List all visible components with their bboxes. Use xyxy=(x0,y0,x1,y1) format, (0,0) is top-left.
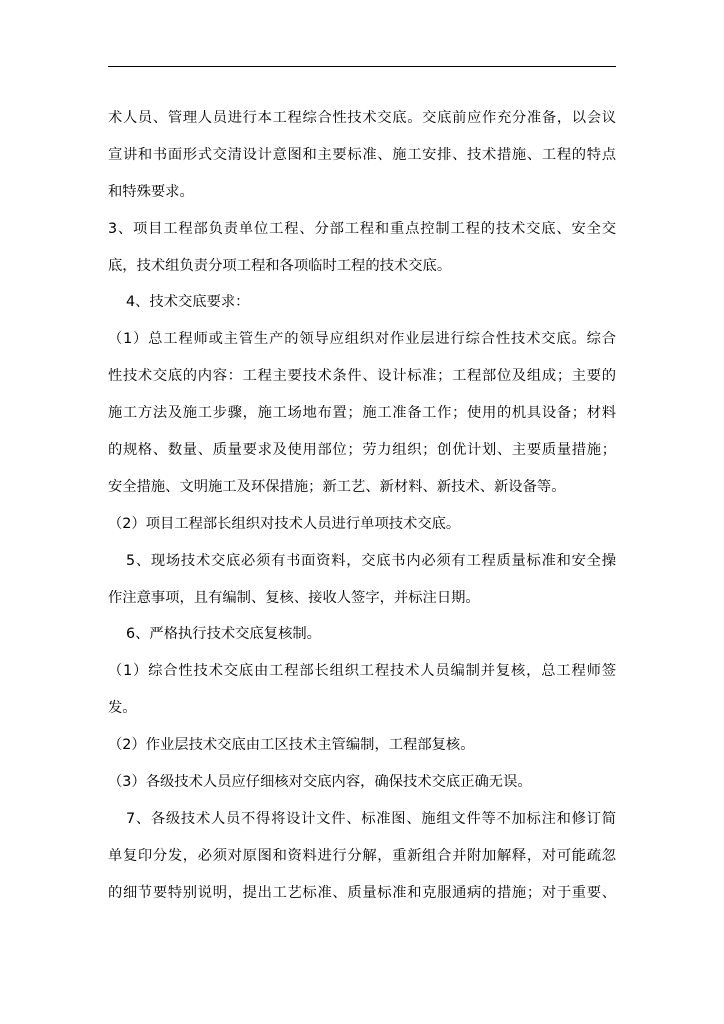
document-body xyxy=(108,100,616,912)
section-heading: 6、严格执行技术交底复核制。 xyxy=(126,626,321,643)
text-line: （2）作业层技术交底由工区技术主管编制，工程部复核。 xyxy=(108,737,475,754)
text-line: 术人员、管理人员进行本工程综合性技术交底。交底前应作充分准备，以会议 xyxy=(108,110,616,126)
text-line: （2）项目工程部长组织对技术人员进行单项技术交底。 xyxy=(108,515,461,532)
text-line: 施工方法及施工步骤，施工场地布置；施工准备工作；使用的机具设备；材料 xyxy=(108,405,616,422)
text-line: 安全措施、文明施工及环保措施；新工艺、新材料、新技术、新设备等。 xyxy=(108,478,566,495)
text-line: （1）总工程师或主管生产的领导应组织对作业层进行综合性技术交底。综合 xyxy=(108,331,616,348)
text-line: 和特殊要求。 xyxy=(108,183,194,200)
text-line: 7、各级技术人员不得将设计文件、标准图、施组文件等不加标注和修订简 xyxy=(126,810,616,827)
text-line: 作注意事项，且有编制、复核、接收人签字，并标注日期。 xyxy=(108,589,480,606)
header-rule xyxy=(108,66,616,67)
text-line: 单复印分发，必须对原图和资料进行分解，重新组合并附加解释，对可能疏忽 xyxy=(108,847,616,864)
text-line: 的细节要特别说明，提出工艺标准、质量标准和克服通病的措施；对于重要、 xyxy=(108,884,616,901)
text-line: 3、项目工程部负责单位工程、分部工程和重点控制工程的技术交底、安全交 xyxy=(108,220,616,237)
text-line: 性技术交底的内容：工程主要技术条件、设计标准；工程部位及组成；主要的 xyxy=(108,368,616,385)
text-line: 宣讲和书面形式交清设计意图和主要标准、施工安排、技术措施、工程的特点 xyxy=(108,146,616,163)
text-line: 发。 xyxy=(108,700,137,717)
text-line: 的规格、数量、质量要求及使用部位；劳力组织；创优计划、主要质量措施； xyxy=(108,442,616,459)
section-heading: 4、技术交底要求： xyxy=(126,294,250,311)
text-line: 5、现场技术交底必须有书面资料，交底书内必须有工程质量标准和安全操 xyxy=(126,552,616,569)
text-line: （1）综合性技术交底由工程部长组织工程技术人员编制并复核，总工程师签 xyxy=(108,663,616,680)
text-line: 底，技术组负责分项工程和各项临时工程的技术交底。 xyxy=(108,257,452,274)
text-line: （3）各级技术人员应仔细核对交底内容，确保技术交底正确无误。 xyxy=(108,774,532,791)
